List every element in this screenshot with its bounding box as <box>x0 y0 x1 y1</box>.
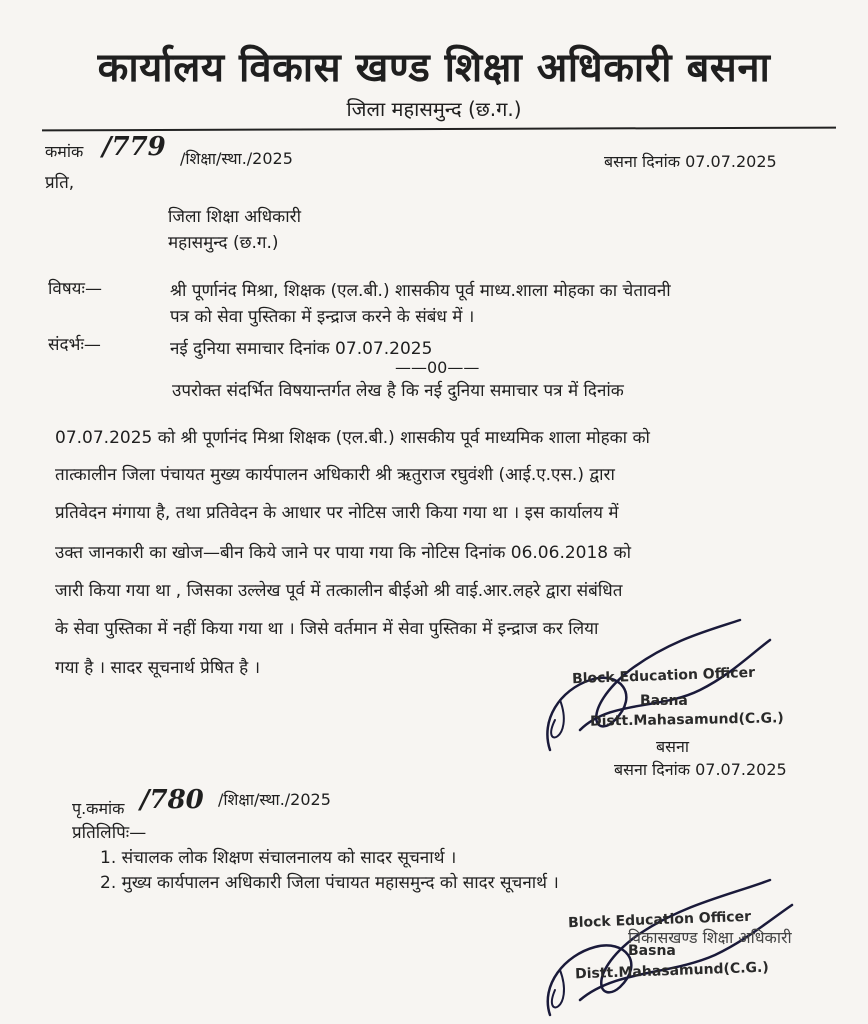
header-divider <box>42 127 836 132</box>
to-label: प्रति, <box>45 173 75 193</box>
reference-text: नई दुनिया समाचार दिनांक 07.07.2025 <box>170 339 433 359</box>
body-line: जारी किया गया था , जिसका उल्लेख पूर्व में तत्कालीन बीईओ श्री वाई.आर.लहरे द्वारा संबंधित <box>55 581 623 601</box>
stamp2-line1: Block Education Officer <box>567 908 752 932</box>
subject-line1: श्री पूर्णानंद मिश्रा, शिक्षक (एल.बी.) शासकीय पूर्व माध्य.शाला मोहका का चेतावनी <box>170 281 671 301</box>
stamp-overlay-text: विकासखण्ड शिक्षा अधिकारी <box>628 928 792 947</box>
body-line: गया है । सादर सूचनार्थ प्रेषित है । <box>55 658 261 678</box>
body-line: प्रतिवेदन मंगाया है, तथा प्रतिवेदन के आधार पर नोटिस जारी किया गया था । इस कार्यालय में <box>55 503 619 523</box>
ref-prefix: कमांक <box>45 142 84 161</box>
letter-date: बसना दिनांक 07.07.2025 <box>604 152 777 171</box>
subject-line2: पत्र को सेवा पुस्तिका में इन्द्राज करने के संबंध में । <box>170 307 475 327</box>
stamp-line1: Block Education Officer <box>571 664 756 688</box>
copy-ref-suffix: /शिक्षा/स्था./2025 <box>218 790 331 809</box>
separator: ——00—— <box>395 358 480 377</box>
copy-ref-prefix: पृ.कमांक <box>72 799 125 818</box>
reference-label: संदर्भः— <box>48 335 101 355</box>
district-line: जिला महासमुन्द (छ.ग.) <box>346 97 522 121</box>
copy-item-1: 1. संचालक लोक शिक्षण संचालनालय को सादर सूचनार्थ । <box>100 848 457 868</box>
stamp2-line3: Distt.Mahasamund(C.G.) <box>574 959 770 983</box>
body-line: 07.07.2025 को श्री पूर्णानंद मिश्रा शिक्षक (एल.बी.) शासकीय पूर्व माध्यमिक शाला मोहका को <box>55 428 650 448</box>
ref-number-handwritten: /779 <box>102 132 166 162</box>
ref-number: 779 <box>111 132 166 162</box>
ref-suffix: /शिक्षा/स्था./2025 <box>180 149 293 168</box>
stamp-line2: Basna <box>640 693 688 709</box>
body-line: उपरोक्त संदर्भित विषयान्तर्गत लेख है कि नई दुनिया समाचार पत्र में दिनांक <box>172 381 624 401</box>
recipient-line2: महासमुन्द (छ.ग.) <box>168 233 279 253</box>
body-line: उक्त जानकारी का खोज—बीन किये जाने पर पाया गया कि नोटिस दिनांक 06.06.2018 को <box>55 543 631 563</box>
copy-label: प्रतिलिपिः— <box>72 823 147 843</box>
body-line: तात्कालीन जिला पंचायत मुख्य कार्यपालन अधिकारी श्री ऋतुराज रघुवंशी (आई.ए.एस.) द्वारा <box>55 465 615 485</box>
copy-ref-number: 780 <box>149 785 204 815</box>
signature-date: बसना दिनांक 07.07.2025 <box>614 760 787 779</box>
recipient-line1: जिला शिक्षा अधिकारी <box>168 207 301 227</box>
office-title: कार्यालय विकास खण्ड शिक्षा अधिकारी बसना <box>97 45 771 91</box>
signature-place: बसना <box>656 737 689 756</box>
body-line: के सेवा पुस्तिका में नहीं किया गया था । जिसे वर्तमान में सेवा पुस्तिका में इन्द्राज कर लिया <box>55 619 599 639</box>
copy-item-2: 2. मुख्य कार्यपालन अधिकारी जिला पंचायत महासमुन्द को सादर सूचनार्थ । <box>100 873 559 893</box>
subject-label: विषयः— <box>48 279 102 299</box>
stamp2-line2: Basna <box>628 943 676 959</box>
stamp-line3: Distt.Mahasamund(C.G.) <box>589 710 784 730</box>
copy-ref-number-handwritten: /780 <box>140 785 204 815</box>
